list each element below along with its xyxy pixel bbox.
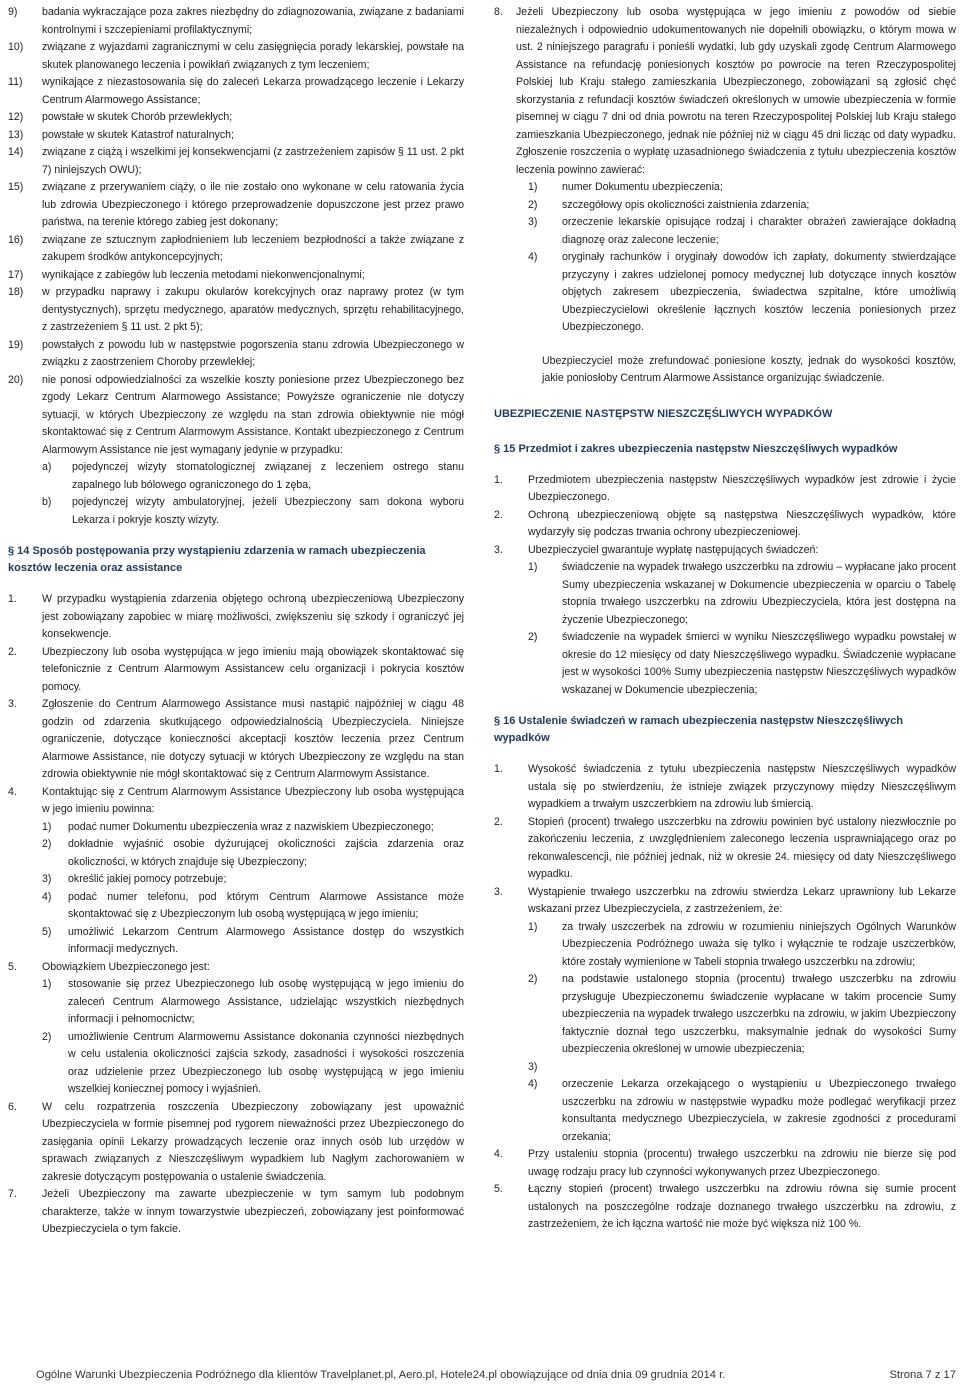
item-number: 1) [42,978,52,990]
item-text: związane z wyjazdami zagranicznymi w celu zasięgnięcia porady lekarskiej, powstałe na skutek planowanego leczenia i powikłań związanych z tym leczeniem; [42,41,464,71]
list-item [528,179,956,197]
list-item [8,267,464,285]
list-item [528,1059,956,1077]
item-number: 3. [8,698,17,710]
list-item [42,924,464,959]
list-item [494,814,956,884]
item-number: 1. [494,763,503,775]
page-number: Strona 7 z 17 [889,1369,956,1381]
section-14-item-8-list [528,179,956,337]
section-15-list [494,472,956,560]
item-number: 6. [8,1100,17,1113]
item-text: nie ponosi odpowiedzialności za wszelkie koszty poniesione przez Ubezpieczonego bez zgody Lekarz Centrum Alarmowego Assistance; Powyższe ograniczenie nie dotyczy sytuacji, w których Ubezpieczony ze względu na stan zdrowia obiektywnie nie mógł skontaktować się z Centrum Alarmowym Assistance. Kontakt ubezpieczonego z Centrum Alarmowym Assistance nie jest wymagany jedynie w przypadku: [42,373,464,456]
item-number: 2. [8,645,17,658]
item-text: W przypadku wystąpienia zdarzenia objętego ochroną ubezpieczeniową Ubezpieczony jest zobowiązany zapobiec w miarę możliwości, zwiększeniu się szkody i ograniczyć jej konsekwencje. [42,593,464,640]
section-16-list [494,761,956,919]
item-text: Przy ustaleniu stopnia (procentu) trwałego uszczerbku na zdrowiu nie bierze się pod uwagę rodzaju pracy lub czynności wykonywanych przez Ubezpieczonego. [528,1148,956,1178]
item-text: Ubezpieczony lub osoba występująca w jego imieniu mają obowiązek skontaktować się telefonicznie z Centrum Alarmowym Assistancew celu organizacji i pokrycia kosztów pomocy. [42,645,464,693]
list-item [8,74,464,109]
list-item [528,559,956,629]
item-text: umożliwienie Centrum Alarmowemu Assistance dokonania czynności niezbędnych w celu ustalenia okoliczności zajścia szkody, zasadności i wysokości roszczenia oraz udzielenie przez Ubezpieczonego lub osobę występującą w jego imieniu wszelkiej koniecznej pomocy i wyjaśnień. [68,1030,464,1095]
item-text: numer Dokumentu ubezpieczenia; [562,181,723,193]
item-number: 1) [528,181,538,193]
list-item [528,629,956,699]
list-item [528,919,956,972]
item-text: powstałych z powodu lub w następstwie pogorszenia stanu zdrowia Ubezpieczonego w związku z zaostrzeniem Choroby przewlekłej; [42,338,464,368]
list-item [42,459,464,494]
list-item [8,39,464,74]
item-number: 2) [42,838,52,850]
list-item [494,884,956,919]
nnw-heading: UBEZPIECZENIE NASTĘPSTW NIESZCZĘŚLIWYCH WYPADKÓW [494,407,833,420]
list-item [42,836,464,871]
item-number: 2. [494,508,503,521]
list-item [42,1029,464,1099]
footer-text: Ogólne Warunki Ubezpieczenia Podróżnego dla klientów Travelplanet.pl, Aero.pl, Hotele24.pl obowiązujące od dnia dnia 09 grudnia 2014 r. [36,1369,726,1381]
section-14-item-8 [494,4,956,179]
item-text: Obowiązkiem Ubezpieczonego jest: [42,960,210,973]
item-number: 1) [528,561,538,573]
list-item [528,249,956,337]
list-item [42,819,464,837]
list-item [42,871,464,889]
list-item [8,232,464,267]
section-14-item-5 [8,959,464,977]
list-item [42,494,464,529]
item-text: szczegółowy opis okoliczności zaistnienia zdarzenia; [562,198,810,211]
list-item [494,761,956,814]
item-number: a) [42,461,52,473]
item-text: powstałe w skutek Chorób przewlekłych; [42,111,233,123]
exclusions-list [8,4,464,459]
item-number: 5) [42,925,52,938]
list-item [8,1186,464,1239]
list-item [8,127,464,145]
item-text: Łączny stopień (procent) trwałego uszczerbku na zdrowiu równa się sumie procent ustalonych na poszczególne rodzaje doznanego trwałego uszczerbku na zdrowiu, z zastrzeżeniem, że ich łączna wartość nie może być większa niż 100 %. [528,1183,956,1230]
refund-note: Ubezpieczyciel może zrefundować poniesione koszty, jednak do wysokości kosztów, jakie poniosłoby Centrum Alarmowe Assistance organizując świadczenie. [542,354,956,384]
item-text: Jeżeli Ubezpieczony lub osoba występująca w jego imieniu z powodów od siebie niezależnych i odpowiednio udokumentowanych nie dopełnili obowiązku, o którym mowa w ust. 2 niniejszego paragrafu i ponieśli wydatki, lub gdy uzyskali zgodę Centrum Alarmowego Assistance na refundację poniesionych kosztów po powrocie na teren Rzeczypospolitej Polskiej lub Kraju stałego zamieszkania Ubezpieczonego, zobowiązani są zgłosić chęć skorzystania z refundacji kosztów świadczeń określonych w umowie ubezpieczenia w formie pisemnej w ciągu 7 dni od dnia powrotu na teren Rzeczypospolitej Polskiej lub Kraju stałego zamieszkania Ubezpieczonego, jednak nie później niż w ciągu 45 dni licząc od daty wypadku. Zgłoszenie roszczenia o wypłatę uzasadnionego świadczenia z tytułu ubezpieczenia kosztów leczenia powinno zawierać: [516,6,956,176]
item-number: 4. [8,785,17,798]
list-item [8,284,464,337]
section-14-item-5-list [42,976,464,1099]
list-item [8,644,464,697]
item-text: pojedynczej wizyty ambulatoryjnej, jeżeli Ubezpieczony sam dokona wyboru Lekarza i pokryje koszty wizyty. [72,496,464,526]
item-number: 4) [42,890,52,903]
item-text: podać numer Dokumentu ubezpieczenia wraz z nazwiskiem Ubezpieczonego; [68,820,434,833]
list-item [8,696,464,784]
item-text: W celu rozpatrzenia roszczenia Ubezpieczony zobowiązany jest upoważnić Ubezpieczyciela w formie pisemnej pod rygorem nieważności przez Ubezpieczonego do zasięgania opinii Lekarzy prowadzących leczenie oraz innych osób lub urzędów w sprawach związanych z Nieszczęśliwym wypadkiem lub Nagłym zachorowaniem w zakresie dotyczącym postępowania o ustalenie świadczenia. [42,1100,464,1183]
item-text: Ochroną ubezpieczeniową objęte są następstwa Nieszczęśliwych wypadków, które wydarzyły się podczas trwania ochrony ubezpieczeniowej. [528,508,956,538]
section-14-heading: § 14 Sposób postępowania przy wystąpieniu zdarzenia w ramach ubezpieczenia kosztów leczenia oraz assistance [8,545,426,574]
section-15-item-3-list [528,559,956,699]
list-item [8,591,464,644]
list-item [494,472,956,507]
list-item [8,784,464,819]
item-text: powstałe w skutek Katastrof naturalnych; [42,128,234,141]
item-text: świadczenie na wypadek trwałego uszczerbku na zdrowiu – wypłacane jako procent Sumy ubezpieczenia wskazanej w Dokumencie ubezpieczenia w oparciu o Tabelę stopnia trwałego uszczerbku na zdrowiu Ubezpieczyciela, która jest dostępna na życzenie Ubezpieczonego; [562,561,956,626]
section-16-rest-list [494,1146,956,1234]
item-number: 2) [42,1030,52,1043]
item-number: 3) [528,216,538,228]
list-item [494,4,956,179]
item-number: 16) [8,233,24,246]
item-number: 20) [8,373,24,386]
item-number: 4. [494,1148,503,1160]
item-text: związane ze sztucznym zapłodnieniem lub leczeniem bezpłodności a także związane z zakupem środków antykoncepcyjnych; [42,233,464,263]
item-text: Stopień (procent) trwałego uszczerbku na zdrowiu powinien być ustalony niezwłocznie po zakończeniu leczenia, z uwzględnieniem zaleconego leczenia usprawniającego oraz po rekonwalescencji, nie później jednak, niż w okresie 24. miesięcy od daty Nieszczęśliwego wypadku. [528,815,956,880]
item-number: 12) [8,111,24,123]
item-text: na podstawie ustalonego stopnia (procentu) trwałego uszczerbku na zdrowiu przysługuje Ubezpieczonemu świadczenie wypłacane w takim procencie Sumy ubezpieczenia na wypadek trwałego uszczerbku na zdrowiu, w jakim Ubezpieczony faktycznie doznał tego uszczerbku, maksymalnie jednak do wysokości Sumy ubezpieczenia określonej w umowie ubezpieczenia; [562,973,956,1055]
list-item [528,1076,956,1146]
item-text: orzeczenie lekarskie opisujące rodzaj i charakter obrażeń zawierające dokładną diagnozę oraz zalecone leczenie; [562,216,956,246]
item-text: wynikające z zabiegów lub leczenia metodami niekonwencjonalnymi; [42,268,365,281]
item-number: 15) [8,181,24,193]
page-footer [36,1367,956,1385]
item-text: związane z przerywaniem ciąży, o ile nie zostało ono wykonane w celu ratowania życia lub zdrowia Ubezpieczonego i którego przeprowadzenie dopuszczone jest przez prawo państwa, na terenie którego zabieg jest dokonany; [42,181,464,228]
item-text: Kontaktując się z Centrum Alarmowym Assistance Ubezpieczony lub osoba występująca w jego imieniu powinna: [42,785,464,815]
item-text: związane z ciążą i wszelkimi jej konsekwencjami (z zastrzeżeniem zapisów § 11 ust. 2 pkt 7) niniejszych OWU); [42,146,464,176]
item-number: 5. [494,1183,503,1195]
item-number: 9) [8,6,18,18]
item-text: Przedmiotem ubezpieczenia następstw Nieszczęśliwych wypadków jest zdrowie i życie Ubezpieczonego. [528,473,956,503]
item-number: 3) [42,873,52,885]
section-14-item-4-list [42,819,464,959]
item-number: 11) [8,76,23,88]
item-number: 2) [528,973,538,985]
item-number: 14) [8,146,24,158]
list-item [8,372,464,460]
item-number: 8. [494,6,503,18]
item-text: wynikające z niezastosowania się do zaleceń Lekarza prowadzącego leczenie i Lekarzy Centrum Alarmowego Assistance; [42,76,464,106]
list-item [8,179,464,232]
item-text: pojedynczej wizyty stomatologicznej związanej z leczeniem ostrego stanu zapalnego lub bólowego ograniczonego do 1 zęba, [72,461,464,491]
item-text: stosowanie się przez Ubezpieczonego lub osobę występującą w jego imieniu do zaleceń Centrum Alarmowego Assistance, udzielając wszystkich niezbędnych informacji i pełnomocnictw; [68,978,464,1025]
list-item [42,889,464,924]
list-item [494,1146,956,1181]
item-number: 2) [528,198,538,211]
item-number: 18) [8,286,24,298]
item-text: umożliwić Lekarzom Centrum Alarmowego Assistance dostęp do wszystkich informacji medycznych. [68,925,464,955]
item-number: 3) [528,1060,538,1073]
left-column [8,4,464,1239]
list-item [42,976,464,1029]
item-number: 4) [528,1078,538,1090]
list-item [494,1181,956,1234]
item-text: orzeczenie Lekarza orzekającego o wystąpieniu u Ubezpieczonego trwałego uszczerbku na zdrowiu w następstwie wypadku może podlegać weryfikacji przez konsultanta medycznego Ubezpieczyciela, w zakresie zgodności z procedurami orzekania; [562,1078,956,1143]
item-text: za trwały uszczerbek na zdrowiu w rozumieniu niniejszych Ogólnych Warunków Ubezpieczenia Podróżnego uważa się tylko i wyłącznie te rodzaje uszczerbków, które zostały wymienione w Tabeli stopnia trwałego uszczerbku na zdrowiu; [562,920,956,968]
item-number: 3. [494,543,503,556]
item-text: świadczenie na wypadek śmierci w wyniku Nieszczęśliwego wypadku powstałej w okresie do 12 miesięcy od daty Nieszczęśliwego wypadku. Świadczenie wypłacane jest w wysokości 100% Sumy ubezpieczenia następstw Nieszczęśliwych wypadków wskazanej w Dokumencie ubezpieczenia; [562,631,956,696]
item-text: Zgłoszenie do Centrum Alarmowego Assistance musi nastąpić najpóźniej w ciągu 48 godzin od zdarzenia skutkującego odpowiedzialnością Ubezpieczyciela. Niniejsze ograniczenie, dotyczące konieczności akceptacji kosztów leczenia przez Centrum Alarmowe Assistance, nie dotyczy sytuacji w których Ubezpieczony ze względu na stan zdrowia obiektywnie nie mógł skontaktować się z Centrum Alarmowym Assistance. [42,698,464,780]
item-number: 4) [528,251,538,263]
list-item [8,337,464,372]
item-number: 1) [528,920,538,933]
list-item [494,542,956,560]
item-number: 13) [8,128,24,141]
item-text: Wystąpienie trwałego uszczerbku na zdrowiu stwierdza Lekarz uprawniony lub Lekarze wskazani przez Ubezpieczyciela, z zastrzeżeniem, że: [528,885,956,915]
list-item [8,109,464,127]
section-14-list [8,591,464,819]
item-number: 10) [8,41,24,53]
item-text: badania wykraczające poza zakres niezbędny do zdiagnozowania, związane z badaniami kontrolnymi i szczepieniami profilaktycznymi; [42,6,464,36]
item-number: 1. [8,593,17,605]
section-15-heading: § 15 Przedmiot i zakres ubezpieczenia następstw Nieszczęśliwych wypadków [494,442,898,455]
list-item [8,959,464,977]
item-text: w przypadku naprawy i zakupu okularów korekcyjnych oraz naprawy protez (w tym dentystycznych), sprzętu medycznego, aparatów medycznych, sprzętu rehabilitacyjnego, z zastrzeżeniem § 11 ust. 2 pkt 5); [42,286,464,333]
section-16-heading: § 16 Ustalenie świadczeń w ramach ubezpieczenia następstw Nieszczęśliwych wypadków [494,715,904,744]
list-item [8,4,464,39]
list-item [528,197,956,215]
item-number: 7. [8,1188,17,1200]
item-text: Wysokość świadczenia z tytułu ubezpieczenia następstw Nieszczęśliwych wypadków ustala się po stwierdzeniu, że istnieje związek przyczynowy między Nieszczęśliwym wypadkiem a trwałym uszczerbkiem na zdrowiu lub śmiercią. [528,763,956,810]
item-number: 19) [8,338,24,351]
item-number: 5. [8,960,17,973]
list-item [8,1099,464,1187]
item-number: 1. [494,473,503,486]
right-column [494,4,956,1234]
item-text: Jeżeli Ubezpieczony ma zawarte ubezpieczenie w tym samym lub podobnym charakterze, także w innym towarzystwie ubezpieczeń, zobowiązany jest poinformować Ubezpieczyciela o tym fakcie. [42,1188,464,1235]
list-item [528,214,956,249]
list-item [528,971,956,1059]
item-number: b) [42,496,52,508]
list-item [494,507,956,542]
item-number: 2. [494,815,503,828]
exclusions-sublist [42,459,464,529]
item-text: oryginały rachunków i oryginały dowodów ich zapłaty, dokumenty stwierdzające przyczyny i zakres udzielonej pomocy medycznej lub dotyczące innych kosztów objętych zakresem ubezpieczenia, świadectwa szpitalne, które umożliwią Ubezpieczycielowi określenie łącznych kosztów leczenia poniesionych przez Ubezpieczonego. [562,251,956,333]
item-number: 17) [8,268,24,281]
item-number: 3. [494,885,503,898]
section-14-rest-list [8,1099,464,1239]
item-text: dokładnie wyjaśnić osobie dyżurującej okoliczności zajścia zdarzenia oraz okoliczności, w których znajduje się Ubezpieczony; [68,838,464,868]
item-text: Ubezpieczyciel gwarantuje wypłatę następujących świadczeń: [528,543,819,556]
item-text: podać numer telefonu, pod którym Centrum Alarmowe Assistance może skontaktować się z Ubezpieczonym lub osobą występującą w jego imieniu; [68,890,464,920]
section-16-item-3-list [528,919,956,1147]
item-number: 1) [42,820,52,833]
item-text: określić jakiej pomocy potrzebuje; [68,873,227,885]
list-item [8,144,464,179]
item-number: 2) [528,631,538,643]
